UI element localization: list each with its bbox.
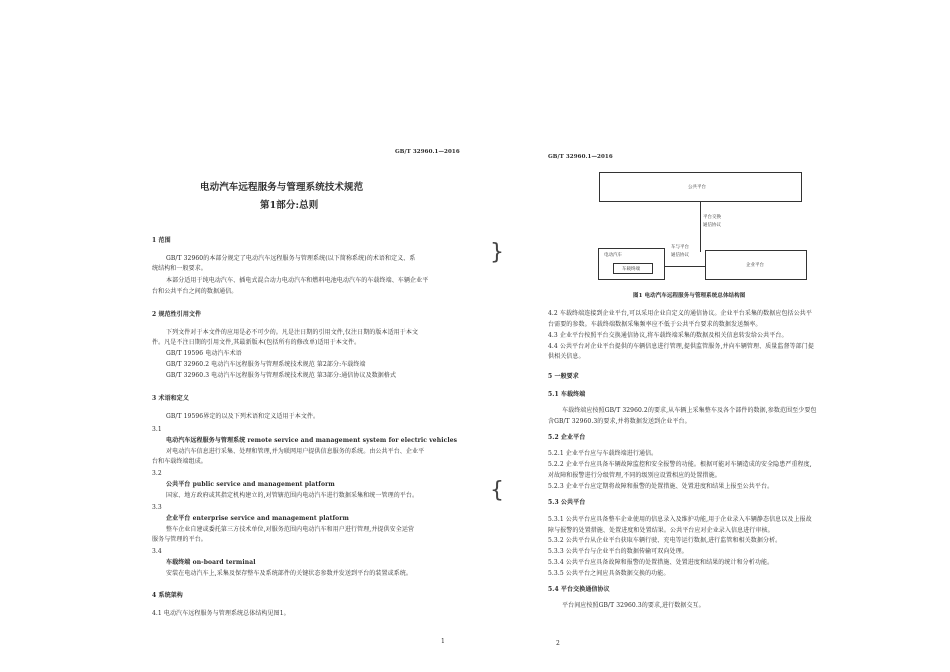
- left-line: 统结构和一般要求。: [152, 265, 207, 272]
- right-line: 5.2.3 企业平台应定期将故障和报警的处置措施、处置进度和结果上报至公共平台。: [548, 483, 774, 490]
- public-platform-label: 公共平台: [688, 185, 706, 190]
- right-line: 5 一般要求: [548, 373, 579, 380]
- vehicle-platform-connector: [665, 266, 705, 267]
- right-line: 5.3.5 公共平台之间应具备数据交换的功能。: [548, 570, 670, 577]
- right-line: 5.3.1 公共平台应具备整车企业使用的信息录入及维护功能,用于企业录入车辆静态信息以及上报故: [548, 516, 812, 523]
- left-line: 3.1: [152, 426, 162, 433]
- right-line: 车载终端应按照GB/T 32960.2的要求,从车辆上采集整车及各个部件的数据,参数范围至少要包: [562, 407, 817, 414]
- left-line: 3 术语和定义: [152, 395, 189, 402]
- vehicle-protocol-label-2: 通信协议: [671, 253, 689, 258]
- document-title: 电动汽车远程服务与管理系统技术规范: [200, 182, 364, 193]
- on-board-terminal-box: [613, 263, 653, 274]
- left-line: 下列文件对于本文件的应用是必不可少的。凡是注日期的引用文件,仅注日期的版本适用于本文: [166, 329, 419, 336]
- left-line: 4.1 电动汽车远程服务与管理系统总体结构见图1。: [152, 610, 290, 617]
- right-line: 5.2.2 企业平台应具备车辆故障监控和安全报警的功能。根据可能对车辆造成的安全隐患严重程度,: [548, 461, 812, 468]
- platform-exchange-connector: [700, 202, 701, 252]
- left-line: 整车企业自建或委托第三方技术单位,对服务范围内电动汽车和用户进行管理,并提供安全运营: [166, 526, 415, 533]
- right-line: 5.2.1 企业平台应与车载终端进行通信。: [548, 450, 658, 457]
- left-line: 1 范围: [152, 237, 171, 244]
- right-line: 4.2 车载终端连接到企业平台,可以采用企业自定义的通信协议。企业平台采集的数据应包括公共平: [548, 310, 812, 317]
- left-line: 本部分适用于纯电动汽车、插电式混合动力电动汽车和燃料电池电动汽车的车载终端、车辆企业平: [166, 277, 429, 284]
- left-line: 国家、地方政府或其指定机构建立的,对管辖范围内电动汽车进行数据采集和统一管理的平台。: [166, 492, 419, 499]
- right-line: 障与报警的处置措施、处置进度和处置结果。公共平台应对企业录入信息进行审核。: [548, 527, 774, 534]
- right-page: [478, 0, 950, 672]
- left-line: 台和公共平台之间的数据通信。: [152, 288, 238, 295]
- left-line: 2 规范性引用文件: [152, 311, 202, 318]
- figure-caption: 图1 电动汽车远程服务与管理系统总体结构图: [633, 293, 746, 299]
- left-line: 对电动汽车信息进行采集、处理和管理,并为联网用户提供信息服务的系统。由公共平台、企业平: [166, 448, 425, 455]
- right-line: 5.1 车载终端: [548, 391, 586, 398]
- left-line: GB/T 32960的本部分规定了电动汽车远程服务与管理系统(以下简称系统)的术语和定义、系: [166, 255, 416, 262]
- left-line: 3.3: [152, 504, 162, 511]
- right-line: 5.3.3 公共平台与企业平台的数据传输可双向处理。: [548, 548, 688, 555]
- right-line: 供相关信息。: [548, 353, 585, 360]
- right-line: 5.3.2 公共平台从企业平台获取车辆行驶、充电等运行数据,进行监管和相关数据分析。: [548, 537, 782, 544]
- right-line: 4.3 企业平台按照平台交换通信协议,将车载终端采集的数据及相关信息转发给公共平台。: [548, 332, 788, 339]
- left-line: 3.2: [152, 470, 162, 477]
- left-line: 3.4: [152, 548, 162, 555]
- right-line: 5.3 公共平台: [548, 499, 586, 506]
- enterprise-platform-label: 企业平台: [746, 263, 764, 268]
- right-line: 5.2 企业平台: [548, 434, 586, 441]
- public-platform-box: [599, 172, 802, 202]
- left-line: 4 系统架构: [152, 592, 183, 599]
- right-line: 含GB/T 32960.3的要求,并将数据发送到企业平台。: [548, 418, 691, 425]
- right-line: 4.4 公共平台对企业平台提供的车辆信息进行管理,提供监管服务,并向车辆管理、质量监督等部门提: [548, 343, 814, 350]
- document-subtitle: 第1部分:总则: [260, 200, 319, 211]
- right-page-number: 2: [556, 640, 560, 647]
- left-line: GB/T 32960.3 电动汽车远程服务与管理系统技术规范 第3部分:通信协议及数据格式: [166, 372, 397, 379]
- left-line: 公共平台 public service and management platform: [166, 481, 335, 488]
- left-line: GB/T 32960.2 电动汽车远程服务与管理系统技术规范 第2部分:车载终端: [166, 361, 366, 368]
- left-line: 服务与管理的平台。: [152, 536, 207, 543]
- electric-vehicle-box: [598, 248, 665, 280]
- binding-brace-top: }: [490, 240, 504, 265]
- left-line: 台和车载终端组成。: [152, 458, 207, 465]
- exchange-protocol-label-2: 通信协议: [703, 223, 721, 228]
- right-page-header: GB/T 32960.1—2016: [548, 154, 613, 160]
- left-line: 件。凡是不注日期的引用文件,其最新版本(包括所有的修改单)适用于本文件。: [152, 339, 361, 346]
- left-line: 企业平台 enterprise service and management platform: [166, 515, 349, 522]
- vehicle-protocol-label-1: 车与平台: [671, 245, 689, 250]
- left-line: GB/T 19596 电动汽车术语: [166, 350, 242, 357]
- left-line: 电动汽车远程服务与管理系统 remote service and management system for electric vehicles: [166, 437, 458, 444]
- exchange-protocol-label-1: 平台交换: [703, 215, 721, 220]
- left-page-header: GB/T 32960.1—2016: [395, 149, 460, 155]
- enterprise-platform-box: [705, 250, 807, 280]
- right-line: 台需要的参数。车载终端数据采集频率应不低于公共平台要求的数据发送频率。: [548, 321, 762, 328]
- left-line: 车载终端 on-board terminal: [166, 559, 256, 566]
- right-line: 5.3.4 公共平台应具备故障和报警的处置措施、处置进度和结果的统计和分析功能。: [548, 559, 774, 566]
- right-line: 平台间应按照GB/T 32960.3的要求,进行数据交互。: [562, 602, 705, 609]
- on-board-terminal-label: 车载终端: [622, 267, 640, 272]
- binding-brace-bottom: {: [490, 478, 504, 503]
- electric-vehicle-label: 电动汽车: [604, 253, 622, 258]
- right-line: 5.4 平台交换通信协议: [548, 586, 610, 593]
- left-line: GB/T 19596界定的以及下列术语和定义适用于本文件。: [166, 413, 320, 420]
- right-line: 对故障和报警进行分级管理,不同的级别应设置相应的处置措施。: [548, 472, 721, 479]
- left-line: 安装在电动汽车上,采集及保存整车及系统部件的关键状态参数并发送到平台的装置或系统。: [166, 570, 413, 577]
- left-page-number: 1: [441, 638, 445, 645]
